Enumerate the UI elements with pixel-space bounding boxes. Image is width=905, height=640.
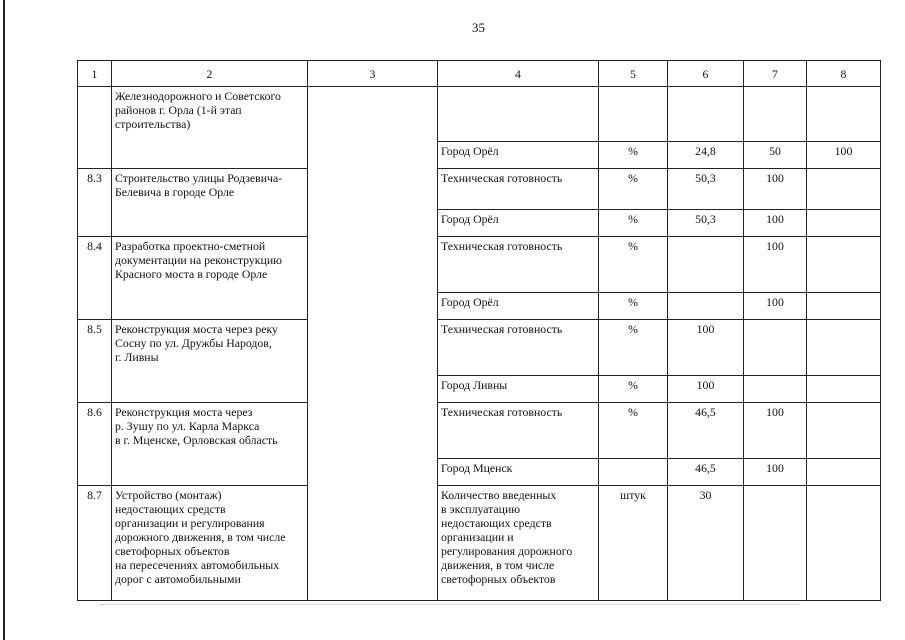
- header-cell: 3: [308, 61, 438, 87]
- indicator-cell: Техническая готовность: [438, 169, 599, 210]
- table-row: [78, 403, 881, 459]
- value-col6: 50,3: [668, 169, 744, 210]
- unit-cell: %: [599, 237, 668, 293]
- measure-name: Строительство улицы Родзевича-Белевича в городе Орле: [112, 169, 308, 237]
- indicator-cell: Техническая готовность: [438, 237, 599, 293]
- value-col8: [807, 169, 881, 210]
- page-number: 35: [472, 20, 485, 35]
- header-cell: 7: [744, 61, 807, 87]
- value-col6: 46,5: [668, 403, 744, 459]
- indicator-cell: Город Мценск: [438, 459, 599, 486]
- value-col8: [807, 87, 881, 142]
- indicator-cell: Город Ливны: [438, 376, 599, 403]
- unit-cell: %: [599, 142, 668, 169]
- row-number: 8.7: [78, 486, 112, 601]
- value-col8: [807, 376, 881, 403]
- unit-cell: штук: [599, 486, 668, 601]
- value-col7: 50: [744, 142, 807, 169]
- value-col7: 100: [744, 210, 807, 237]
- measure-name: Реконструкция моста через р. Зушу по ул. Карла Маркса в г. Мценске, Орловская область: [112, 403, 308, 486]
- row-number: 8.5: [78, 320, 112, 403]
- unit-cell: %: [599, 210, 668, 237]
- value-col7: [744, 486, 807, 601]
- table-row: [78, 320, 881, 376]
- indicator-cell: Город Орёл: [438, 293, 599, 320]
- table-row: [78, 486, 881, 601]
- unit-cell: %: [599, 320, 668, 376]
- row-number: 8.3: [78, 169, 112, 237]
- indicator-cell: Город Орёл: [438, 142, 599, 169]
- value-col8: [807, 237, 881, 293]
- value-col7: [744, 87, 807, 142]
- indicator-cell: Техническая готовность: [438, 320, 599, 376]
- indicator-cell: [438, 87, 599, 142]
- measure-name: Разработка проектно-сметной документации на реконструкцию Красного моста в городе Орле: [112, 237, 308, 320]
- table-header-row: [78, 61, 881, 87]
- unit-cell: %: [599, 169, 668, 210]
- value-col6: [668, 293, 744, 320]
- measure-name: Устройство (монтаж) недостающих средств организации и регулирования дорожного движения, в том числе светофорных объектов на пересечениях автомобильных дорог с автомобильными: [112, 486, 308, 601]
- value-col8: [807, 459, 881, 486]
- indicator-cell: Город Орёл: [438, 210, 599, 237]
- measure-name: Железнодорожного и Советского районов г. Орла (1-й этап строительства): [112, 87, 308, 169]
- data-table: [77, 60, 881, 601]
- header-cell: 2: [112, 61, 308, 87]
- scan-artifact-line: [100, 604, 800, 605]
- value-col6: 30: [668, 486, 744, 601]
- row-number: 8.4: [78, 237, 112, 320]
- value-col6: 100: [668, 320, 744, 376]
- value-col7: 100: [744, 237, 807, 293]
- value-col8: [807, 486, 881, 601]
- table-row: [78, 169, 881, 210]
- row-number: 8.6: [78, 403, 112, 486]
- value-col6: 46,5: [668, 459, 744, 486]
- value-col6: 100: [668, 376, 744, 403]
- header-cell: 6: [668, 61, 744, 87]
- header-cell: 8: [807, 61, 881, 87]
- table-row: [78, 237, 881, 293]
- page-left-edge: [3, 0, 5, 640]
- value-col7: 100: [744, 169, 807, 210]
- row-number: [78, 87, 112, 169]
- header-cell: 4: [438, 61, 599, 87]
- indicator-cell: Техническая готовность: [438, 403, 599, 459]
- unit-cell: %: [599, 376, 668, 403]
- table-row: [78, 87, 881, 142]
- unit-cell: [599, 87, 668, 142]
- header-cell: 5: [599, 61, 668, 87]
- unit-cell: %: [599, 403, 668, 459]
- header-cell: 1: [78, 61, 112, 87]
- value-col6: 50,3: [668, 210, 744, 237]
- value-col8: 100: [807, 142, 881, 169]
- indicator-cell: Количество введенных в эксплуатацию недостающих средств организации и регулирования дорожного движения, в том числе светофорных объектов: [438, 486, 599, 601]
- value-col7: 100: [744, 403, 807, 459]
- value-col8: [807, 210, 881, 237]
- value-col7: 100: [744, 459, 807, 486]
- measure-name: Реконструкция моста через реку Сосну по ул. Дружбы Народов, г. Ливны: [112, 320, 308, 403]
- value-col6: [668, 237, 744, 293]
- value-col8: [807, 293, 881, 320]
- value-col7: [744, 376, 807, 403]
- value-col6: [668, 87, 744, 142]
- value-col6: 24,8: [668, 142, 744, 169]
- unit-cell: %: [599, 293, 668, 320]
- col3-cell: [308, 87, 438, 601]
- value-col8: [807, 403, 881, 459]
- value-col7: 100: [744, 293, 807, 320]
- value-col8: [807, 320, 881, 376]
- value-col7: [744, 320, 807, 376]
- unit-cell: [599, 459, 668, 486]
